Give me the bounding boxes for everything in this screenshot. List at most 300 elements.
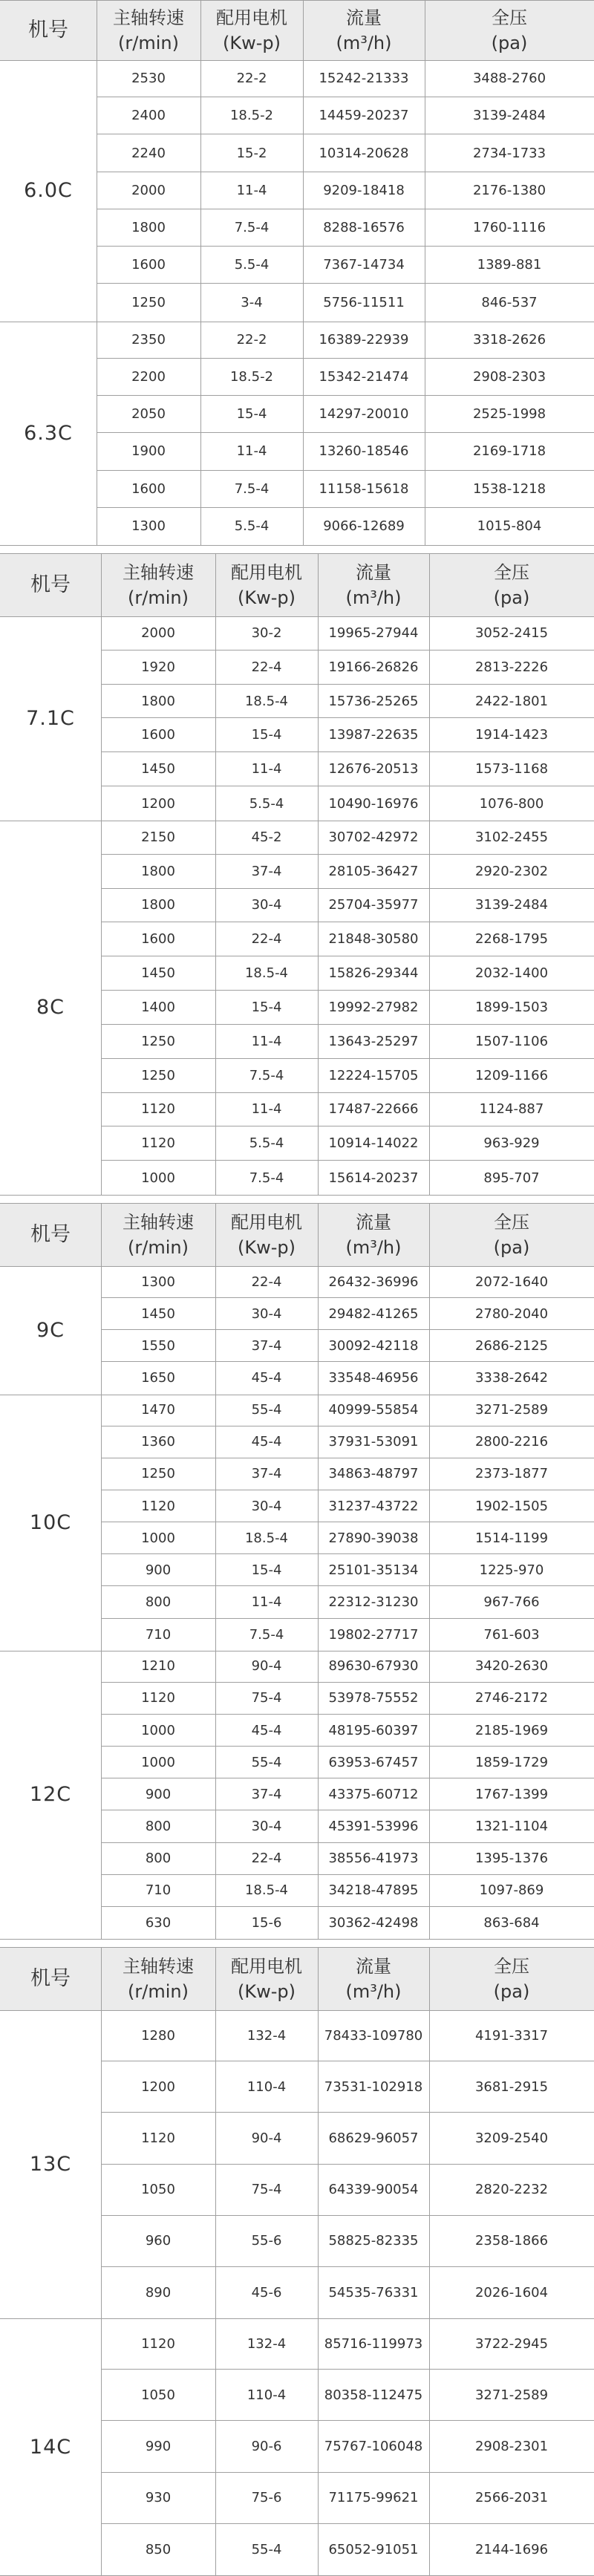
speed-cell: 710 — [145, 1882, 172, 1899]
header-pressure-text: 全压 — [492, 7, 527, 28]
table-row — [101, 1395, 594, 1426]
speed-cell: 1600 — [141, 727, 175, 743]
pressure-cell: 2566-2031 — [474, 2490, 549, 2506]
header-flow-text: 流量 — [346, 7, 382, 28]
table-row — [101, 1875, 594, 1907]
motor-cell: 110-4 — [247, 2078, 287, 2095]
flow-cell: 26432-36996 — [328, 1274, 419, 1290]
flow-cell: 30092-42118 — [328, 1337, 419, 1354]
speed-cell: 1550 — [141, 1337, 175, 1354]
motor-cell: 5.5-4 — [249, 1135, 284, 1152]
model-group — [0, 1651, 594, 1939]
motor-cell: 18.5-4 — [244, 1882, 289, 1899]
motor-cell: 18.5-4 — [244, 965, 289, 982]
motor-cell: 11-4 — [236, 443, 267, 460]
header-pressure — [429, 554, 594, 616]
pressure-cell: 3271-2589 — [474, 1402, 549, 1418]
flow-cell: 25704-35977 — [328, 897, 419, 913]
table-row — [101, 616, 594, 650]
model-number: 7.1C — [26, 706, 75, 730]
motor-cell: 15-6 — [251, 1914, 282, 1931]
speed-cell: 2400 — [131, 108, 166, 124]
header-flow — [318, 554, 429, 616]
header-speed — [97, 1, 200, 60]
speed-cell: 1450 — [141, 965, 175, 982]
flow-cell: 10914-14022 — [328, 1135, 419, 1152]
header-model-text: 机号 — [28, 19, 68, 42]
motor-cell: 15-4 — [236, 406, 267, 423]
flow-cell: 15342-21474 — [319, 368, 409, 385]
flow-cell: 16389-22939 — [319, 331, 409, 348]
table-row — [101, 2473, 594, 2524]
table-row — [101, 2370, 594, 2421]
flow-cell: 15826-29344 — [328, 965, 419, 982]
flow-cell: 19965-27944 — [328, 625, 419, 641]
column-divider — [101, 1204, 102, 1939]
column-divider — [215, 1948, 216, 2575]
header-motor — [215, 1948, 318, 2010]
speed-cell: 1250 — [141, 1466, 175, 1482]
pressure-cell: 1124-887 — [479, 1101, 544, 1118]
table-row — [101, 1843, 594, 1875]
flow-cell: 7367-14734 — [323, 257, 405, 273]
table-row — [101, 1458, 594, 1490]
speed-cell: 1300 — [141, 1274, 175, 1290]
header-model-text: 机号 — [30, 573, 71, 596]
motor-cell: 15-4 — [251, 727, 282, 743]
header-flow — [318, 1948, 429, 2010]
motor-cell: 30-4 — [251, 1305, 282, 1322]
table-row — [101, 1362, 594, 1394]
table-row — [101, 1522, 594, 1554]
speed-cell: 1300 — [131, 518, 166, 535]
table-row — [101, 1683, 594, 1715]
motor-cell: 11-4 — [251, 1033, 282, 1049]
header-speed-text: (r/min) — [118, 33, 179, 53]
header-flow-text: (m³/h) — [345, 587, 402, 608]
motor-cell: 55-6 — [251, 2233, 282, 2249]
motor-cell: 90-4 — [251, 2130, 282, 2146]
motor-cell: 55-4 — [251, 1754, 282, 1770]
table-row — [101, 2165, 594, 2216]
pressure-cell: 3271-2589 — [474, 2387, 549, 2403]
flow-cell: 13643-25297 — [328, 1033, 419, 1049]
header-pressure-text: (pa) — [493, 587, 530, 608]
header-pressure-text: 全压 — [494, 562, 529, 583]
speed-cell: 2350 — [131, 331, 166, 348]
model-number: 10C — [29, 1510, 72, 1534]
table-row — [101, 1298, 594, 1330]
pressure-cell: 2072-1640 — [474, 1274, 549, 1290]
pressure-cell: 2144-1696 — [474, 2541, 549, 2557]
table-row — [101, 1651, 594, 1683]
flow-cell: 33548-46956 — [328, 1370, 419, 1386]
pressure-cell: 1859-1729 — [474, 1754, 549, 1770]
speed-cell: 1250 — [141, 1067, 175, 1083]
header-speed — [101, 1204, 215, 1266]
pressure-cell: 2525-1998 — [472, 406, 546, 423]
header-speed-text: (r/min) — [128, 1981, 189, 2002]
header-motor-text: (Kw-p) — [238, 587, 296, 608]
motor-cell: 5.5-4 — [234, 518, 270, 535]
pressure-cell: 846-537 — [481, 294, 538, 310]
motor-cell: 132-4 — [247, 2335, 287, 2352]
pressure-cell: 1507-1106 — [474, 1033, 549, 1049]
motor-cell: 90-4 — [251, 1658, 282, 1675]
motor-cell: 7.5-4 — [249, 1067, 284, 1083]
speed-cell: 930 — [145, 2490, 172, 2506]
header-speed-text: 主轴转速 — [123, 562, 194, 583]
flow-cell: 10490-16976 — [328, 795, 419, 812]
speed-cell: 1360 — [141, 1434, 175, 1450]
table-row — [101, 855, 594, 889]
model-group — [0, 821, 594, 1195]
spec-table-section — [0, 0, 594, 546]
flow-cell: 48195-60397 — [328, 1722, 419, 1738]
column-divider — [429, 1204, 430, 1939]
table-row — [101, 821, 594, 855]
header-motor-text: 配用电机 — [231, 1956, 302, 1977]
header-pressure-text: 全压 — [494, 1212, 529, 1233]
model-group — [0, 2010, 594, 2318]
flow-cell: 68629-96057 — [328, 2130, 419, 2146]
pressure-cell: 2422-1801 — [474, 693, 549, 709]
motor-cell: 55-4 — [251, 1402, 282, 1418]
table-row — [101, 2216, 594, 2267]
motor-cell: 110-4 — [247, 2387, 287, 2403]
motor-cell: 22-2 — [236, 331, 267, 348]
pressure-cell: 3139-2484 — [474, 897, 549, 913]
speed-cell: 1200 — [141, 2078, 175, 2095]
column-divider — [215, 554, 216, 1195]
speed-cell: 800 — [145, 1818, 172, 1834]
flow-cell: 9209-18418 — [323, 182, 405, 198]
table-row — [101, 1126, 594, 1161]
table-row — [101, 1025, 594, 1059]
table-row — [101, 2318, 594, 2370]
speed-cell: 1120 — [141, 1690, 175, 1706]
header-flow-text: (m³/h) — [345, 1981, 402, 2002]
speed-cell: 1210 — [141, 1658, 175, 1675]
flow-cell: 34863-48797 — [328, 1466, 419, 1482]
speed-cell: 800 — [145, 1851, 172, 1867]
flow-cell: 45391-53996 — [328, 1818, 419, 1834]
speed-cell: 1120 — [141, 2335, 175, 2352]
pressure-cell: 1015-804 — [477, 518, 542, 535]
speed-cell: 1050 — [141, 2387, 175, 2403]
motor-cell: 7.5-4 — [249, 1170, 284, 1186]
speed-cell: 1250 — [131, 294, 166, 310]
pressure-cell: 2734-1733 — [472, 145, 546, 161]
motor-cell: 7.5-4 — [234, 480, 270, 497]
pressure-cell: 2908-2301 — [474, 2439, 549, 2455]
motor-cell: 30-4 — [251, 897, 282, 913]
table-row — [97, 172, 594, 209]
motor-cell: 15-4 — [251, 1562, 282, 1578]
model-number: 6.0C — [24, 179, 73, 203]
header-pressure — [429, 1204, 594, 1266]
pressure-cell: 1209-1166 — [474, 1067, 549, 1083]
header-pressure — [429, 1948, 594, 2010]
header-motor — [215, 1204, 318, 1266]
header-motor-text: (Kw-p) — [238, 1237, 296, 1258]
flow-cell: 11158-15618 — [319, 480, 409, 497]
flow-cell: 21848-30580 — [328, 931, 419, 948]
flow-cell: 13987-22635 — [328, 727, 419, 743]
header-speed-text: 主轴转速 — [113, 7, 184, 28]
flow-cell: 22312-31230 — [328, 1594, 419, 1610]
speed-cell: 1120 — [141, 1498, 175, 1514]
header-motor-text: 配用电机 — [216, 7, 287, 28]
pressure-cell: 2746-2172 — [474, 1690, 549, 1706]
pressure-cell: 761-603 — [483, 1626, 540, 1643]
header-flow-text: (m³/h) — [336, 33, 392, 53]
header-model — [0, 554, 101, 616]
table-row — [101, 1490, 594, 1522]
motor-cell: 18.5-2 — [229, 368, 274, 385]
speed-cell: 1000 — [141, 1530, 175, 1546]
flow-cell: 19992-27982 — [328, 999, 419, 1015]
header-model — [0, 1948, 101, 2010]
speed-cell: 1000 — [141, 1722, 175, 1738]
flow-cell: 30702-42972 — [328, 829, 419, 845]
speed-cell: 1470 — [141, 1402, 175, 1418]
pressure-cell: 2032-1400 — [474, 965, 549, 982]
column-divider — [429, 1948, 430, 2575]
motor-cell: 22-4 — [251, 1851, 282, 1867]
table-row — [97, 97, 594, 134]
speed-cell: 2000 — [131, 182, 166, 198]
speed-cell: 2050 — [131, 406, 166, 423]
flow-cell: 17487-22666 — [328, 1101, 419, 1118]
table-row — [101, 922, 594, 956]
header-model-text: 机号 — [30, 1223, 71, 1246]
flow-cell: 64339-90054 — [328, 2182, 419, 2198]
table-header — [0, 1204, 594, 1266]
motor-cell: 5.5-4 — [249, 795, 284, 812]
flow-cell: 65052-91051 — [328, 2541, 419, 2557]
flow-cell: 9066-12689 — [323, 518, 405, 535]
table-row — [101, 1619, 594, 1651]
pressure-cell: 1514-1199 — [474, 1530, 549, 1546]
header-pressure-text: (pa) — [493, 1237, 530, 1258]
model-group — [0, 616, 594, 821]
motor-cell: 11-4 — [251, 1101, 282, 1118]
table-row — [101, 991, 594, 1025]
column-divider — [318, 554, 319, 1195]
model-group — [0, 1395, 594, 1651]
table-row — [101, 1554, 594, 1586]
speed-cell: 900 — [145, 1786, 172, 1802]
speed-cell: 1200 — [141, 795, 175, 812]
table-row — [101, 685, 594, 719]
pressure-cell: 3102-2455 — [474, 829, 549, 845]
table-row — [101, 2010, 594, 2061]
pressure-cell: 1573-1168 — [474, 761, 549, 777]
column-divider — [215, 1204, 216, 1939]
speed-cell: 1280 — [141, 2027, 175, 2044]
flow-cell: 25101-35134 — [328, 1562, 419, 1578]
table-header — [0, 1948, 594, 2010]
motor-cell: 11-4 — [251, 761, 282, 777]
table-row — [101, 718, 594, 752]
table-row — [101, 1161, 594, 1195]
speed-cell: 1450 — [141, 761, 175, 777]
table-header — [0, 554, 594, 616]
flow-cell: 19802-27717 — [328, 1626, 419, 1643]
pressure-cell: 2268-1795 — [474, 931, 549, 948]
motor-cell: 15-4 — [251, 999, 282, 1015]
motor-cell: 7.5-4 — [234, 220, 270, 236]
motor-cell: 7.5-4 — [249, 1626, 284, 1643]
table-row — [101, 2524, 594, 2575]
flow-cell: 10314-20628 — [319, 145, 409, 161]
column-divider — [318, 1204, 319, 1939]
speed-cell: 1600 — [131, 257, 166, 273]
model-number: 8C — [36, 996, 65, 1020]
flow-cell: 28105-36427 — [328, 863, 419, 879]
flow-cell: 5756-11511 — [323, 294, 405, 310]
pressure-cell: 967-766 — [483, 1594, 540, 1610]
table-row — [101, 752, 594, 786]
table-row — [101, 956, 594, 991]
header-speed-text: 主轴转速 — [123, 1212, 194, 1233]
flow-cell: 78433-109780 — [324, 2027, 423, 2044]
speed-cell: 1000 — [141, 1754, 175, 1770]
pressure-cell: 3681-2915 — [474, 2078, 549, 2095]
header-flow-text: (m³/h) — [345, 1237, 402, 1258]
speed-cell: 2150 — [141, 829, 175, 845]
speed-cell: 1000 — [141, 1170, 175, 1186]
flow-cell: 38556-41973 — [328, 1851, 419, 1867]
flow-cell: 73531-102918 — [324, 2078, 423, 2095]
header-model-text: 机号 — [30, 1967, 71, 1990]
table-row — [97, 433, 594, 470]
model-group — [0, 2318, 594, 2575]
speed-cell: 1050 — [141, 2182, 175, 2198]
flow-cell: 71175-99621 — [328, 2490, 419, 2506]
motor-cell: 11-4 — [236, 182, 267, 198]
table-row — [101, 650, 594, 685]
speed-cell: 1120 — [141, 1135, 175, 1152]
pressure-cell: 4191-3317 — [474, 2027, 549, 2044]
flow-cell: 13260-18546 — [319, 443, 409, 460]
flow-cell: 8288-16576 — [323, 220, 405, 236]
column-divider — [200, 1, 201, 545]
flow-cell: 15242-21333 — [319, 71, 409, 87]
motor-cell: 22-4 — [251, 931, 282, 948]
table-row — [97, 209, 594, 247]
model-group — [0, 1266, 594, 1395]
header-speed-text: (r/min) — [128, 1237, 189, 1258]
motor-cell: 30-4 — [251, 1818, 282, 1834]
header-speed — [101, 1948, 215, 2010]
speed-cell: 1900 — [131, 443, 166, 460]
motor-cell: 30-4 — [251, 1498, 282, 1514]
pressure-cell: 3209-2540 — [474, 2130, 549, 2146]
pressure-cell: 3139-2484 — [472, 108, 546, 124]
pressure-cell: 1914-1423 — [474, 727, 549, 743]
column-divider — [101, 1948, 102, 2575]
table-row — [101, 2113, 594, 2164]
speed-cell: 630 — [145, 1914, 172, 1931]
speed-cell: 2200 — [131, 368, 166, 385]
motor-cell: 22-4 — [251, 659, 282, 675]
table-row — [101, 1715, 594, 1747]
flow-cell: 54535-76331 — [328, 2284, 419, 2301]
speed-cell: 1120 — [141, 2130, 175, 2146]
pressure-cell: 2813-2226 — [474, 659, 549, 675]
speed-cell: 2000 — [141, 625, 175, 641]
model-number: 13C — [29, 2153, 72, 2176]
flow-cell: 14459-20237 — [319, 108, 409, 124]
speed-cell: 1800 — [141, 863, 175, 879]
pressure-cell: 1389-881 — [477, 257, 542, 273]
header-motor-text: (Kw-p) — [223, 33, 281, 53]
flow-cell: 30362-42498 — [328, 1914, 419, 1931]
table-row — [97, 471, 594, 508]
header-pressure-text: 全压 — [494, 1956, 529, 1977]
header-motor-text: 配用电机 — [231, 562, 302, 583]
table-row — [97, 508, 594, 545]
motor-cell: 45-6 — [251, 2284, 282, 2301]
pressure-cell: 863-684 — [483, 1914, 540, 1931]
pressure-cell: 2920-2302 — [474, 863, 549, 879]
motor-cell: 18.5-2 — [229, 108, 274, 124]
speed-cell: 1600 — [131, 480, 166, 497]
speed-cell: 990 — [145, 2439, 172, 2455]
pressure-cell: 3722-2945 — [474, 2335, 549, 2352]
table-row — [101, 786, 594, 821]
flow-cell: 34218-47895 — [328, 1882, 419, 1899]
motor-cell: 37-4 — [251, 863, 282, 879]
table-row — [97, 359, 594, 396]
table-row — [97, 322, 594, 359]
header-flow-text: 流量 — [356, 562, 391, 583]
motor-cell: 45-2 — [251, 829, 282, 845]
pressure-cell: 1395-1376 — [474, 1851, 549, 1867]
pressure-cell: 895-707 — [483, 1170, 540, 1186]
table-header — [0, 1, 594, 60]
speed-cell: 1120 — [141, 1101, 175, 1118]
pressure-cell: 1760-1116 — [472, 220, 546, 236]
motor-cell: 37-4 — [251, 1337, 282, 1354]
spec-table-section — [0, 1203, 594, 1940]
table-row — [101, 2061, 594, 2113]
pressure-cell: 2169-1718 — [472, 443, 546, 460]
motor-cell: 75-6 — [251, 2490, 282, 2506]
speed-cell: 890 — [145, 2284, 172, 2301]
pressure-cell: 3420-2630 — [474, 1658, 549, 1675]
pressure-cell: 3052-2415 — [474, 625, 549, 641]
table-row — [101, 1810, 594, 1842]
table-row — [101, 2421, 594, 2472]
flow-cell: 75767-106048 — [324, 2439, 423, 2455]
model-group — [0, 60, 594, 322]
flow-cell: 63953-67457 — [328, 1754, 419, 1770]
pressure-cell: 2176-1380 — [472, 182, 546, 198]
column-divider — [429, 554, 430, 1195]
table-row — [97, 134, 594, 172]
flow-cell: 31237-43722 — [328, 1498, 419, 1514]
motor-cell: 15-2 — [236, 145, 267, 161]
speed-cell: 1400 — [141, 999, 175, 1015]
motor-cell: 11-4 — [251, 1594, 282, 1610]
table-row — [97, 396, 594, 433]
header-flow — [303, 1, 425, 60]
motor-cell: 75-4 — [251, 1690, 282, 1706]
table-row — [101, 1586, 594, 1618]
